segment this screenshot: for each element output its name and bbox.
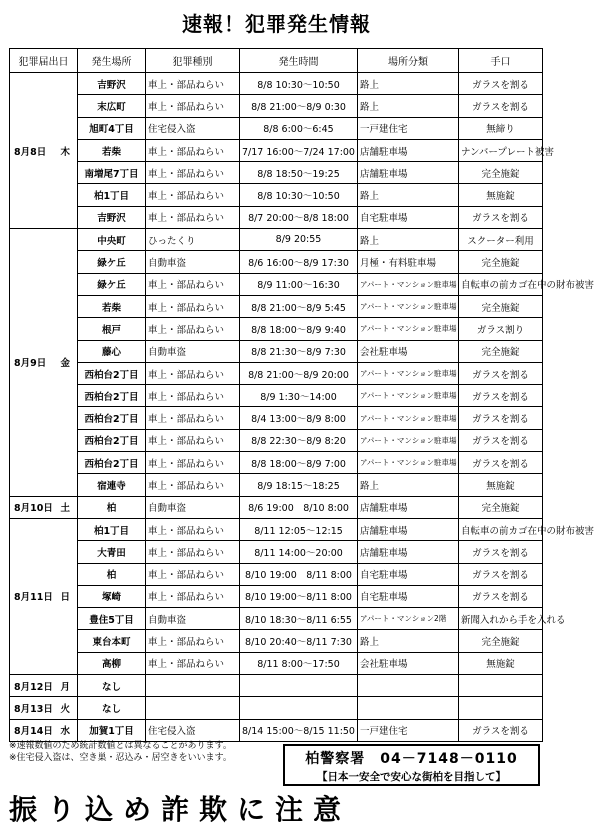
method-cell: 自転車の前カゴ在中の財布被害 (459, 518, 543, 540)
time-cell: 8/14 15:00～8/15 11:50 (240, 719, 358, 741)
crime-type-cell: 車上・部品ねらい (146, 184, 240, 206)
place-cell: 加賀1丁目 (78, 719, 146, 741)
report-weekday: 日 (60, 592, 70, 604)
location-type-cell: 自宅駐車場 (358, 206, 459, 228)
header-date: 犯罪届出日 (10, 49, 78, 73)
place-cell: 中央町 (78, 229, 146, 251)
report-date-cell (10, 496, 78, 518)
report-date: 8月10日 (14, 503, 53, 515)
table-row (10, 429, 543, 451)
method-cell: 完全施錠 (459, 295, 543, 317)
table-row (10, 273, 543, 295)
place-cell: 根戸 (78, 318, 146, 340)
time-cell: 8/8 21:00～8/9 20:00 (240, 362, 358, 384)
place-cell: 西柏台2丁目 (78, 362, 146, 384)
location-type-cell: 店舗駐車場 (358, 518, 459, 540)
crime-report-table (9, 48, 594, 742)
table-row (10, 362, 543, 384)
place-cell: 旭町4丁目 (78, 117, 146, 139)
location-type-cell: 自宅駐車場 (358, 585, 459, 607)
table-row (10, 630, 543, 652)
location-type-cell: アパート・マンション駐車場 (358, 452, 459, 474)
method-cell (459, 697, 543, 719)
location-type-cell: アパート・マンション2階 (358, 608, 459, 630)
method-cell: ガラスを割る (459, 206, 543, 228)
time-cell: 8/7 20:00～8/8 18:00 (240, 206, 358, 228)
method-cell: ガラスを割る (459, 563, 543, 585)
table-row (10, 139, 543, 161)
place-cell: 若柴 (78, 295, 146, 317)
table-row (10, 95, 543, 117)
time-cell (240, 697, 358, 719)
note-1: ※速報数値のため統計数値とは異なることがあります。 (9, 741, 232, 751)
crime-type-cell: 車上・部品ねらい (146, 652, 240, 674)
time-cell: 8/9 11:00～16:30 (240, 273, 358, 295)
location-type-cell: アパート・マンション駐車場 (358, 318, 459, 340)
place-cell: 西柏台2丁目 (78, 429, 146, 451)
report-weekday: 月 (60, 681, 70, 693)
location-type-cell: 路上 (358, 73, 459, 95)
location-type-cell: 店舗駐車場 (358, 496, 459, 518)
method-cell: ガラスを割る (459, 585, 543, 607)
crime-type-cell: 自動車盗 (146, 608, 240, 630)
time-cell: 8/10 18:30～8/11 6:55 (240, 608, 358, 630)
location-type-cell: アパート・マンション駐車場 (358, 273, 459, 295)
location-type-cell: 路上 (358, 229, 459, 251)
report-date-cell (10, 229, 78, 497)
report-weekday: 木 (60, 146, 70, 158)
location-type-cell: 路上 (358, 630, 459, 652)
report-date-cell (10, 697, 78, 719)
table-row (10, 117, 543, 139)
method-cell: ガラスを割る (459, 541, 543, 563)
crime-type-cell: 車上・部品ねらい (146, 273, 240, 295)
crime-type-cell: 車上・部品ねらい (146, 318, 240, 340)
crime-type-cell: 車上・部品ねらい (146, 474, 240, 496)
place-cell: 藤心 (78, 340, 146, 362)
report-weekday: 金 (60, 358, 70, 370)
method-cell: ガラスを割る (459, 407, 543, 429)
table-row (10, 474, 543, 496)
location-type-cell: アパート・マンション駐車場 (358, 362, 459, 384)
crime-type-cell: 自動車盗 (146, 340, 240, 362)
crime-type-cell: 車上・部品ねらい (146, 206, 240, 228)
place-cell: 西柏台2丁目 (78, 452, 146, 474)
crime-type-cell: 住宅侵入盗 (146, 117, 240, 139)
header-method: 手口 (459, 49, 543, 73)
method-cell (459, 675, 543, 697)
method-cell: ガラスを割る (459, 452, 543, 474)
place-cell: 大青田 (78, 541, 146, 563)
place-cell: 南増尾7丁目 (78, 162, 146, 184)
time-cell: 8/6 16:00～8/9 17:30 (240, 251, 358, 273)
table-row (10, 518, 543, 540)
time-cell: 8/8 18:50～19:25 (240, 162, 358, 184)
place-cell: 宿連寺 (78, 474, 146, 496)
crime-type-cell: ひったくり (146, 229, 240, 251)
crime-type-cell: 車上・部品ねらい (146, 295, 240, 317)
place-cell: 緑ケ丘 (78, 273, 146, 295)
time-cell: 8/10 20:40～8/11 7:30 (240, 630, 358, 652)
location-type-cell: 路上 (358, 474, 459, 496)
report-date-cell (10, 73, 78, 229)
location-type-cell: アパート・マンション駐車場 (358, 295, 459, 317)
table-row (10, 563, 543, 585)
crime-type-cell: 車上・部品ねらい (146, 362, 240, 384)
method-cell: 無施錠 (459, 474, 543, 496)
method-cell: ガラスを割る (459, 362, 543, 384)
method-cell: 完全施錠 (459, 340, 543, 362)
time-cell (240, 675, 358, 697)
place-cell: 柏 (78, 496, 146, 518)
method-cell: ガラスを割る (459, 73, 543, 95)
table-row (10, 184, 543, 206)
method-cell: 新聞入れから手を入れる (459, 608, 543, 630)
place-cell: なし (78, 675, 146, 697)
report-date: 8月13日 (14, 703, 53, 715)
report-weekday: 土 (60, 503, 70, 515)
table-row (10, 675, 543, 697)
crime-type-cell: 住宅侵入盗 (146, 719, 240, 741)
table-row (10, 318, 543, 340)
method-cell: 完全施錠 (459, 630, 543, 652)
header-type: 犯罪種別 (146, 49, 240, 73)
place-cell: 東台本町 (78, 630, 146, 652)
page-title: 速報！犯罪発生情報 (182, 12, 371, 36)
crime-type-cell: 車上・部品ねらい (146, 518, 240, 540)
table-row (10, 407, 543, 429)
method-cell: ガラスを割る (459, 429, 543, 451)
method-cell: ナンバープレート被害 (459, 139, 543, 161)
crime-type-cell: 車上・部品ねらい (146, 73, 240, 95)
location-type-cell: 店舗駐車場 (358, 162, 459, 184)
place-cell: 若柴 (78, 139, 146, 161)
table-row (10, 585, 543, 607)
report-date-cell (10, 719, 78, 741)
place-cell: 緑ケ丘 (78, 251, 146, 273)
crime-type-cell (146, 675, 240, 697)
location-type-cell: 自宅駐車場 (358, 563, 459, 585)
table-row (10, 229, 543, 251)
time-cell: 8/8 22:30～8/9 8:20 (240, 429, 358, 451)
method-cell: スクーター利用 (459, 229, 543, 251)
method-cell: ガラスを割る (459, 385, 543, 407)
table-row (10, 608, 543, 630)
location-type-cell: 店舗駐車場 (358, 541, 459, 563)
crime-type-cell: 車上・部品ねらい (146, 563, 240, 585)
time-cell: 8/8 21:00～8/9 5:45 (240, 295, 358, 317)
place-cell: 柏1丁目 (78, 518, 146, 540)
report-weekday: 火 (60, 703, 70, 715)
table-row (10, 652, 543, 674)
location-type-cell: アパート・マンション駐車場 (358, 385, 459, 407)
method-cell: ガラスを割る (459, 719, 543, 741)
report-date: 8月14日 (14, 726, 53, 738)
note-2: ※住宅侵入盗は、空き巣・忍込み・居空きをいいます。 (9, 753, 232, 763)
table-row (10, 73, 543, 95)
place-cell: 柏 (78, 563, 146, 585)
location-type-cell: 月極・有料駐車場 (358, 251, 459, 273)
time-cell: 8/11 14:00～20:00 (240, 541, 358, 563)
place-cell: 吉野沢 (78, 73, 146, 95)
report-date-cell (10, 675, 78, 697)
time-cell: 7/17 16:00～7/24 17:00 (240, 139, 358, 161)
place-cell: 西柏台2丁目 (78, 385, 146, 407)
time-cell: 8/8 21:00～8/9 0:30 (240, 95, 358, 117)
table-row (10, 385, 543, 407)
method-cell: 完全施錠 (459, 496, 543, 518)
method-cell: 無施錠 (459, 184, 543, 206)
police-slogan: 【日本一安全で安心な街柏を目指して】 (317, 771, 506, 783)
time-cell: 8/9 20:55 (240, 229, 358, 251)
place-cell: 豊住5丁目 (78, 608, 146, 630)
method-cell: 無施錠 (459, 652, 543, 674)
table-row (10, 295, 543, 317)
time-cell: 8/10 19:00～8/11 8:00 (240, 585, 358, 607)
report-date-cell (10, 518, 78, 674)
time-cell: 8/4 13:00～8/9 8:00 (240, 407, 358, 429)
crime-type-cell: 自動車盗 (146, 251, 240, 273)
method-cell: 自転車の前カゴ在中の財布被害 (459, 273, 543, 295)
location-type-cell: 路上 (358, 184, 459, 206)
location-type-cell: 一戸建住宅 (358, 117, 459, 139)
time-cell: 8/11 8:00～17:50 (240, 652, 358, 674)
location-type-cell: 会社駐車場 (358, 652, 459, 674)
crime-type-cell: 車上・部品ねらい (146, 630, 240, 652)
time-cell: 8/10 19:00 8/11 8:00 (240, 563, 358, 585)
table-row (10, 162, 543, 184)
crime-type-cell (146, 697, 240, 719)
location-type-cell: アパート・マンション駐車場 (358, 429, 459, 451)
time-cell: 8/8 21:30～8/9 7:30 (240, 340, 358, 362)
location-type-cell: 会社駐車場 (358, 340, 459, 362)
report-weekday: 水 (60, 726, 70, 738)
time-cell: 8/8 10:30～10:50 (240, 73, 358, 95)
place-cell: 吉野沢 (78, 206, 146, 228)
table-row (10, 496, 543, 518)
crime-type-cell: 車上・部品ねらい (146, 585, 240, 607)
table-row (10, 251, 543, 273)
crime-type-cell: 車上・部品ねらい (146, 541, 240, 563)
table-row (10, 206, 543, 228)
time-cell: 8/8 18:00～8/9 9:40 (240, 318, 358, 340)
place-cell: 高柳 (78, 652, 146, 674)
crime-type-cell: 車上・部品ねらい (146, 452, 240, 474)
time-cell: 8/8 18:00～8/9 7:00 (240, 452, 358, 474)
table-row (10, 697, 543, 719)
report-date: 8月8日 (14, 146, 47, 158)
table-row (10, 719, 543, 741)
table-header-row (10, 49, 543, 73)
location-type-cell: アパート・マンション駐車場 (358, 407, 459, 429)
place-cell: なし (78, 697, 146, 719)
method-cell: ガラスを割る (459, 95, 543, 117)
report-date: 8月9日 (14, 358, 47, 370)
footer-banner-text: 振り込め詐欺に注意 (9, 793, 352, 826)
crime-type-cell: 車上・部品ねらい (146, 385, 240, 407)
place-cell: 柏1丁目 (78, 184, 146, 206)
table-row (10, 452, 543, 474)
location-type-cell (358, 697, 459, 719)
method-cell: 無締り (459, 117, 543, 139)
crime-type-cell: 自動車盗 (146, 496, 240, 518)
place-cell: 塚崎 (78, 585, 146, 607)
table-row (10, 340, 543, 362)
header-location-type: 場所分類 (358, 49, 459, 73)
time-cell: 8/11 12:05～12:15 (240, 518, 358, 540)
police-phone: 柏警察署 04－7148－0110 (305, 751, 518, 767)
method-cell: ガラス割り (459, 318, 543, 340)
police-contact-box (283, 744, 540, 786)
crime-type-cell: 車上・部品ねらい (146, 139, 240, 161)
crime-type-cell: 車上・部品ねらい (146, 95, 240, 117)
report-date: 8月12日 (14, 681, 53, 693)
place-cell: 末広町 (78, 95, 146, 117)
time-cell: 8/8 6:00～6:45 (240, 117, 358, 139)
header-time: 発生時間 (240, 49, 358, 73)
time-cell: 8/9 1:30～14:00 (240, 385, 358, 407)
crime-type-cell: 車上・部品ねらい (146, 407, 240, 429)
header-place: 発生場所 (78, 49, 146, 73)
report-date: 8月11日 (14, 592, 53, 604)
method-cell: 完全施錠 (459, 162, 543, 184)
location-type-cell (358, 675, 459, 697)
crime-type-cell: 車上・部品ねらい (146, 162, 240, 184)
method-cell: 完全施錠 (459, 251, 543, 273)
time-cell: 8/8 10:30～10:50 (240, 184, 358, 206)
time-cell: 8/9 18:15～18:25 (240, 474, 358, 496)
place-cell: 西柏台2丁目 (78, 407, 146, 429)
footer-banner (9, 793, 549, 826)
location-type-cell: 路上 (358, 95, 459, 117)
crime-type-cell: 車上・部品ねらい (146, 429, 240, 451)
location-type-cell: 店舗駐車場 (358, 139, 459, 161)
time-cell: 8/6 19:00 8/10 8:00 (240, 496, 358, 518)
location-type-cell: 一戸建住宅 (358, 719, 459, 741)
table-row (10, 541, 543, 563)
